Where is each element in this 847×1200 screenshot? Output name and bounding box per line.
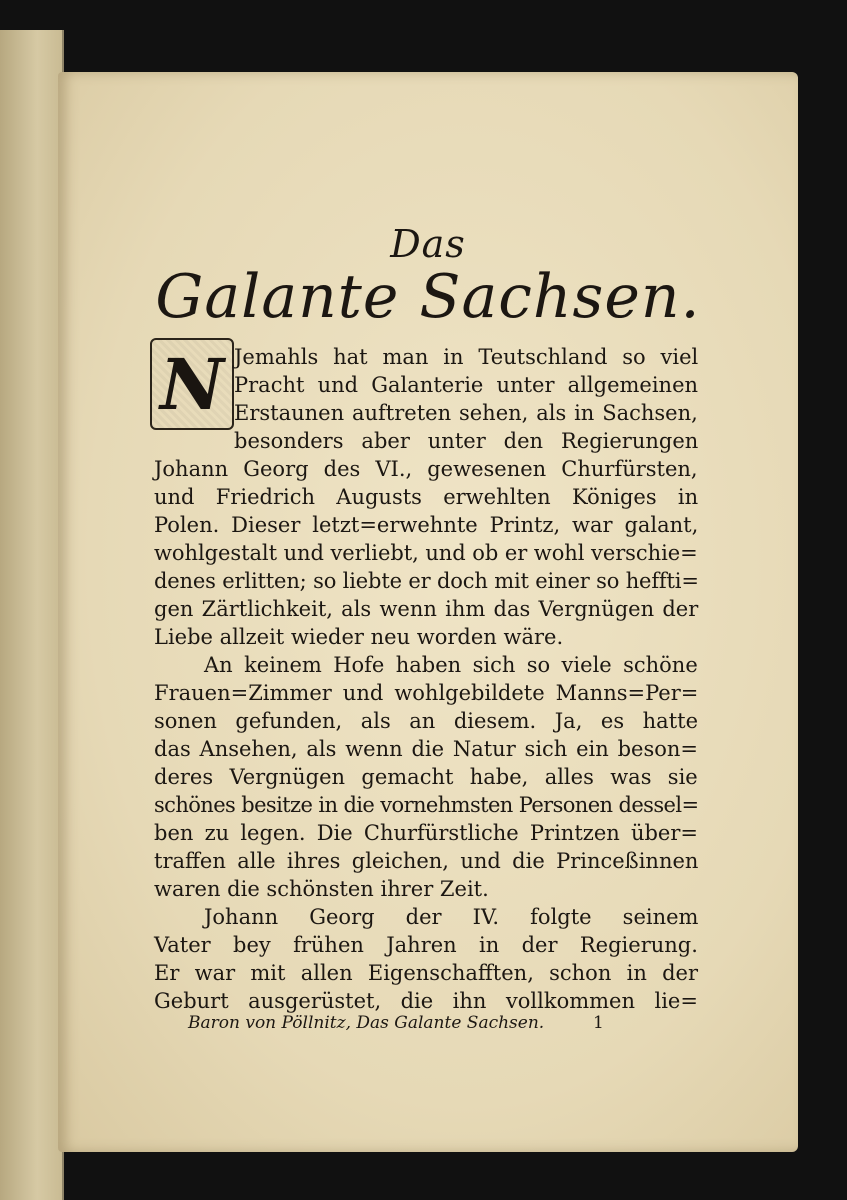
text-line: Erstaunen auftreten sehen, als in Sachsen, [234, 401, 698, 425]
text-line: Johann Georg des VI., gewesenen Churfürsten, [154, 457, 698, 481]
left-page-edge [0, 30, 64, 1200]
title-small: Das [390, 222, 466, 266]
text-line: Pracht und Galanterie unter allgemeinen [234, 373, 699, 397]
text-line: gen Zärtlichkeit, als wenn ihm das Vergnügen der [154, 597, 699, 621]
text-line: sonen gefunden, als an diesem. Ja, es hatte [154, 709, 698, 733]
title-large: Galante Sachsen. [155, 262, 701, 332]
text-line: wohlgestalt und verliebt, und ob er wohl verschie= [154, 541, 698, 565]
book-page [58, 72, 798, 1152]
text-line: Jemahls hat man in Teutschland so viel [234, 345, 699, 369]
text-line: waren die schönsten ihrer Zeit. [154, 877, 489, 901]
text-line: ben zu legen. Die Churfürstliche Printzen über= [154, 821, 698, 845]
text-line: Frauen=Zimmer und wohlgebildete Manns=Per= [154, 681, 699, 705]
ornamental-drop-cap: N [150, 338, 234, 430]
text-line: Er war mit allen Eigenschafften, schon in der [154, 961, 698, 985]
text-line: besonders aber unter den Regierungen [234, 429, 699, 453]
text-line: schönes besitze in die vornehmsten Personen dessel= [154, 793, 699, 817]
text-line: das Ansehen, als wenn die Natur sich ein beson= [154, 737, 698, 761]
text-line: Liebe allzeit wieder neu worden wäre. [154, 625, 564, 649]
text-line: und Friedrich Augusts erwehlten Königes in [154, 485, 699, 509]
running-footer: Baron von Pöllnitz, Das Galante Sachsen. [188, 1013, 545, 1033]
text-line: traffen alle ihres gleichen, und die Princeßinnen [154, 849, 699, 873]
text-line: An keinem Hofe haben sich so viele schöne [204, 653, 698, 677]
text-line: Vater bey frühen Jahren in der Regierung. [154, 933, 698, 957]
text-line: deres Vergnügen gemacht habe, alles was sie [154, 765, 698, 789]
text-line: Geburt ausgerüstet, die ihn vollkommen lie= [154, 989, 698, 1013]
text-line: Johann Georg der IV. folgte seinem [204, 905, 699, 929]
page-number: 1 [593, 1013, 604, 1033]
text-line: denes erlitten; so liebte er doch mit einer so heffti= [154, 569, 699, 593]
text-line: Polen. Dieser letzt=erwehnte Printz, war galant, [154, 513, 699, 537]
